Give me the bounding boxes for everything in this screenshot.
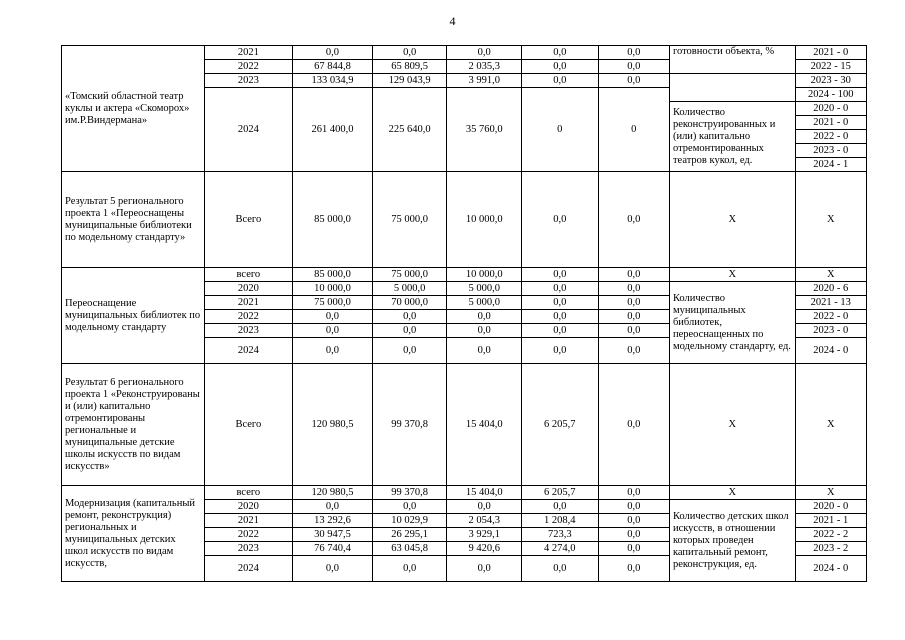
- value-cell: 0,0: [521, 172, 598, 268]
- activity-name: «Томский областной театр куклы и актера «Скоморох» им.Р.Виндермана»: [62, 46, 205, 172]
- page-number: 4: [449, 14, 456, 28]
- value-cell: 4 274,0: [521, 542, 598, 556]
- value-cell: 76 740,4: [293, 542, 373, 556]
- value-cell: 0,0: [447, 500, 522, 514]
- indicator-value: 2020 - 0: [795, 102, 866, 116]
- x-cell: Х: [795, 268, 866, 282]
- indicator-value: 2020 - 0: [795, 500, 866, 514]
- x-cell: Х: [669, 486, 795, 500]
- year-cell: 2022: [204, 60, 292, 74]
- year-cell: 2024: [204, 88, 292, 172]
- indicator-value: 2022 - 2: [795, 528, 866, 542]
- activity-name: Переоснащение муниципальных библиотек по модельному стандарту: [62, 268, 205, 364]
- value-cell: 0,0: [293, 338, 373, 364]
- year-cell: 2023: [204, 324, 292, 338]
- value-cell: 0,0: [372, 46, 447, 60]
- value-cell: 0,0: [598, 500, 669, 514]
- value-cell: 0,0: [598, 324, 669, 338]
- year-cell: всего: [204, 486, 292, 500]
- value-cell: 0,0: [372, 310, 447, 324]
- value-cell: 120 980,5: [293, 364, 373, 486]
- x-cell: Х: [669, 172, 795, 268]
- indicator-value: 2023 - 2: [795, 542, 866, 556]
- value-cell: 26 295,1: [372, 528, 447, 542]
- indicator-value: 2024 - 100: [795, 88, 866, 102]
- value-cell: 0,0: [293, 324, 373, 338]
- value-cell: 99 370,8: [372, 364, 447, 486]
- value-cell: 0,0: [598, 364, 669, 486]
- table-row: [62, 172, 867, 268]
- x-cell: Х: [669, 364, 795, 486]
- value-cell: 0,0: [372, 500, 447, 514]
- table-row: [62, 268, 867, 282]
- value-cell: 129 043,9: [372, 74, 447, 88]
- table-row: [62, 46, 867, 60]
- year-cell: 2020: [204, 282, 292, 296]
- value-cell: 0,0: [521, 60, 598, 74]
- year-cell: 2022: [204, 310, 292, 324]
- x-cell: Х: [795, 172, 866, 268]
- value-cell: 0,0: [521, 324, 598, 338]
- value-cell: 0,0: [372, 324, 447, 338]
- year-cell: 2024: [204, 556, 292, 582]
- value-cell: 13 292,6: [293, 514, 373, 528]
- year-cell: 2024: [204, 338, 292, 364]
- value-cell: 225 640,0: [372, 88, 447, 172]
- indicator-name: Количество детских школ искусств, в отношении которых проведен капитальный ремонт, реконструкция, ед.: [669, 500, 795, 582]
- value-cell: 0,0: [521, 310, 598, 324]
- indicator-value: 2024 - 0: [795, 556, 866, 582]
- value-cell: 0,0: [521, 46, 598, 60]
- indicator-value: 2021 - 13: [795, 296, 866, 310]
- x-cell: Х: [795, 486, 866, 500]
- value-cell: 63 045,8: [372, 542, 447, 556]
- year-cell: Всего: [204, 364, 292, 486]
- value-cell: 1 208,4: [521, 514, 598, 528]
- value-cell: 0,0: [598, 282, 669, 296]
- value-cell: 35 760,0: [447, 88, 522, 172]
- value-cell: 75 000,0: [293, 296, 373, 310]
- value-cell: 75 000,0: [372, 172, 447, 268]
- year-cell: 2021: [204, 46, 292, 60]
- value-cell: 0,0: [598, 486, 669, 500]
- value-cell: 0,0: [598, 60, 669, 74]
- indicator-name: готовности объекта, %: [669, 46, 795, 74]
- value-cell: 10 000,0: [447, 172, 522, 268]
- value-cell: 0,0: [447, 324, 522, 338]
- value-cell: 0,0: [447, 338, 522, 364]
- value-cell: 0,0: [598, 556, 669, 582]
- table-row: [62, 364, 867, 486]
- value-cell: 0,0: [598, 542, 669, 556]
- value-cell: 85 000,0: [293, 268, 373, 282]
- value-cell: 0,0: [521, 268, 598, 282]
- value-cell: 723,3: [521, 528, 598, 542]
- year-cell: 2021: [204, 296, 292, 310]
- value-cell: 67 844,8: [293, 60, 373, 74]
- value-cell: 3 929,1: [447, 528, 522, 542]
- activity-name: Модернизация (капитальный ремонт, реконструкция) региональных и муниципальных детских школ искусств по видам искусств,: [62, 486, 205, 582]
- value-cell: 75 000,0: [372, 268, 447, 282]
- value-cell: 0,0: [447, 310, 522, 324]
- year-cell: всего: [204, 268, 292, 282]
- value-cell: 0,0: [521, 556, 598, 582]
- value-cell: 85 000,0: [293, 172, 373, 268]
- year-cell: 2023: [204, 74, 292, 88]
- value-cell: 0,0: [598, 338, 669, 364]
- value-cell: 6 205,7: [521, 364, 598, 486]
- value-cell: 0,0: [447, 556, 522, 582]
- table-row: [62, 486, 867, 500]
- value-cell: 0: [598, 88, 669, 172]
- indicator-value: 2021 - 0: [795, 46, 866, 60]
- x-cell: Х: [669, 268, 795, 282]
- value-cell: 5 000,0: [372, 282, 447, 296]
- value-cell: 0,0: [521, 338, 598, 364]
- value-cell: 30 947,5: [293, 528, 373, 542]
- value-cell: 0,0: [598, 310, 669, 324]
- value-cell: 0,0: [521, 296, 598, 310]
- value-cell: 0: [521, 88, 598, 172]
- value-cell: 2 035,3: [447, 60, 522, 74]
- value-cell: 0,0: [293, 46, 373, 60]
- indicator-name: Количество муниципальных библиотек, переоснащенных по модельному стандарту, ед.: [669, 282, 795, 364]
- indicator-value: 2023 - 30: [795, 74, 866, 88]
- value-cell: 133 034,9: [293, 74, 373, 88]
- value-cell: 0,0: [447, 46, 522, 60]
- value-cell: 0,0: [598, 296, 669, 310]
- value-cell: 0,0: [521, 500, 598, 514]
- value-cell: 10 000,0: [447, 268, 522, 282]
- value-cell: 0,0: [521, 74, 598, 88]
- year-cell: 2021: [204, 514, 292, 528]
- indicator-value: 2021 - 1: [795, 514, 866, 528]
- value-cell: 0,0: [293, 556, 373, 582]
- indicator-value: 2023 - 0: [795, 144, 866, 158]
- value-cell: 3 991,0: [447, 74, 522, 88]
- year-cell: 2023: [204, 542, 292, 556]
- year-cell: 2022: [204, 528, 292, 542]
- result-name: Результат 6 регионального проекта 1 «Реконструированы и (или) капитально отремонтированы региональные и муниципальные детские школы искусств по видам искусств»: [62, 364, 205, 486]
- value-cell: 99 370,8: [372, 486, 447, 500]
- value-cell: 0,0: [598, 528, 669, 542]
- value-cell: 0,0: [598, 268, 669, 282]
- value-cell: 0,0: [598, 514, 669, 528]
- result-name: Результат 5 регионального проекта 1 «Переоснащены муниципальные библиотеки по модельному стандарту»: [62, 172, 205, 268]
- blank-cell: [669, 74, 795, 102]
- value-cell: 10 000,0: [293, 282, 373, 296]
- value-cell: 10 029,9: [372, 514, 447, 528]
- value-cell: 65 809,5: [372, 60, 447, 74]
- indicator-value: 2023 - 0: [795, 324, 866, 338]
- value-cell: 0,0: [372, 338, 447, 364]
- value-cell: 0,0: [598, 74, 669, 88]
- value-cell: 0,0: [293, 500, 373, 514]
- value-cell: 9 420,6: [447, 542, 522, 556]
- x-cell: Х: [795, 364, 866, 486]
- budget-table: [61, 45, 867, 582]
- value-cell: 0,0: [598, 172, 669, 268]
- value-cell: 120 980,5: [293, 486, 373, 500]
- value-cell: 0,0: [521, 282, 598, 296]
- value-cell: 2 054,3: [447, 514, 522, 528]
- value-cell: 0,0: [598, 46, 669, 60]
- indicator-value: 2024 - 0: [795, 338, 866, 364]
- indicator-value: 2021 - 0: [795, 116, 866, 130]
- value-cell: 15 404,0: [447, 486, 522, 500]
- value-cell: 70 000,0: [372, 296, 447, 310]
- indicator-value: 2022 - 0: [795, 310, 866, 324]
- year-cell: 2020: [204, 500, 292, 514]
- value-cell: 0,0: [372, 556, 447, 582]
- indicator-name: Количество реконструированных и (или) капитально отремонтированных театров кукол, ед.: [669, 102, 795, 172]
- value-cell: 6 205,7: [521, 486, 598, 500]
- indicator-value: 2022 - 15: [795, 60, 866, 74]
- value-cell: 5 000,0: [447, 296, 522, 310]
- value-cell: 15 404,0: [447, 364, 522, 486]
- year-cell: Всего: [204, 172, 292, 268]
- value-cell: 0,0: [293, 310, 373, 324]
- indicator-value: 2022 - 0: [795, 130, 866, 144]
- indicator-value: 2024 - 1: [795, 158, 866, 172]
- indicator-value: 2020 - 6: [795, 282, 866, 296]
- value-cell: 5 000,0: [447, 282, 522, 296]
- value-cell: 261 400,0: [293, 88, 373, 172]
